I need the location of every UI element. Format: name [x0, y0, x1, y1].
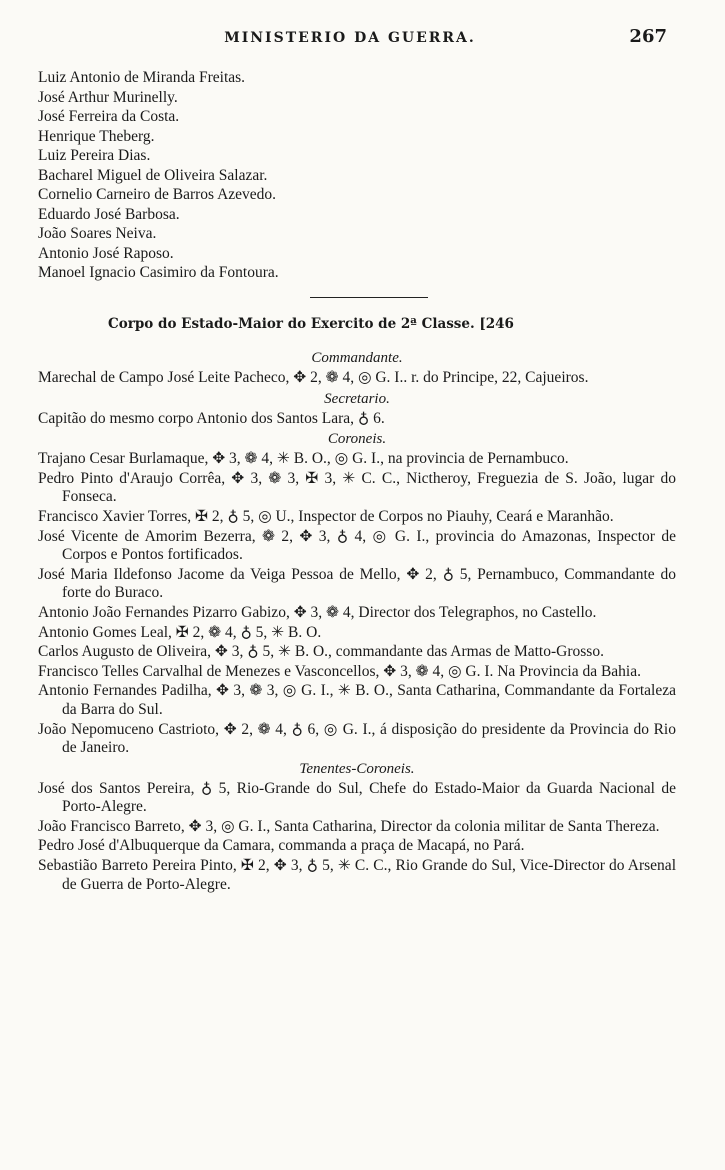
tenente-coronel-entry: José dos Santos Pereira, ♁ 5, Rio-Grande do Sul, Chefe do Estado-Maior da Guarda Nacional de Porto-Alegre.: [38, 779, 676, 816]
tenente-coronel-entry: João Francisco Barreto, ✥ 3, ◎ G. I., Santa Catharina, Director da colonia militar de Santa Thereza.: [38, 817, 660, 835]
section-divider: [310, 297, 428, 298]
list-item: Antonio José Raposo.: [38, 244, 174, 262]
coronel-entry: Antonio Gomes Leal, ✠ 2, ❁ 4, ♁ 5, ✳ B. O.: [38, 623, 322, 641]
secretario-entry: Capitão do mesmo corpo Antonio dos Santos Lara, ♁ 6.: [38, 409, 385, 427]
tenentes-coroneis-heading: Tenentes-Coroneis.: [299, 760, 415, 777]
tenente-coronel-entry: Pedro José d'Albuquerque da Camara, commanda a praça de Macapá, no Pará.: [38, 837, 525, 855]
coronel-entry: João Nepomuceno Castrioto, ✥ 2, ❁ 4, ♁ 6, ◎ G. I., á disposição do presidente da Provincia do Rio de Janeiro.: [38, 720, 676, 757]
list-item: Manoel Ignacio Casimiro da Fontoura.: [38, 264, 279, 281]
page-number: 267: [629, 26, 667, 47]
list-item: José Ferreira da Costa.: [38, 108, 180, 125]
coronel-entry: Trajano Cesar Burlamaque, ✥ 3, ❁ 4, ✳ B. O., ◎ G. I., na provincia de Pernambuco.: [38, 450, 569, 468]
coronel-entry: Antonio João Fernandes Pizarro Gabizo, ✥ 3, ❁ 4, Director dos Telegraphos, no Castello.: [38, 603, 597, 621]
secretario-heading: Secretario.: [324, 390, 390, 407]
names-list: [38, 68, 638, 283]
coronel-entry: Carlos Augusto de Oliveira, ✥ 3, ♁ 5, ✳ B. O., commandante das Armas de Matto-Grosso.: [38, 643, 604, 661]
commandante-heading: Commandante.: [311, 350, 403, 366]
coronel-entry: Francisco Telles Carvalhal de Menezes e Vasconcellos, ✥ 3, ❁ 4, ◎ G. I. Na Provincia da Bahia.: [38, 662, 641, 680]
list-item: João Soares Neiva.: [38, 225, 157, 242]
commandante-entry: Marechal de Campo José Leite Pacheco, ✥ 2, ❁ 4, ◎ G. I.. r. do Principe, 22, Cajueiros.: [38, 369, 589, 386]
section-body: [38, 347, 676, 895]
tenente-coronel-entry: Sebastião Barreto Pereira Pinto, ✠ 2, ✥ 3, ♁ 5, ✳ C. C., Rio Grande do Sul, Vice-Director do Arsenal de Guerra de Porto-Alegre.: [38, 857, 676, 893]
list-item: Cornelio Carneiro de Barros Azevedo.: [38, 186, 277, 203]
list-item: Eduardo José Barbosa.: [38, 205, 180, 223]
running-title: MINISTERIO DA GUERRA.: [224, 30, 476, 46]
coroneis-heading: Coroneis.: [327, 431, 387, 448]
coronel-entry: Francisco Xavier Torres, ✠ 2, ♁ 5, ◎ U., Inspector de Corpos no Piauhy, Ceará e Maranhão.: [38, 507, 614, 525]
coronel-entry: José Vicente de Amorim Bezerra, ❁ 2, ✥ 3, ♁ 4, ◎ G. I., provincia do Amazonas, Inspector de Corpos e Pontos fortificados.: [38, 527, 676, 564]
list-item: José Arthur Murinelly.: [38, 88, 178, 106]
list-item: Luiz Antonio de Miranda Freitas.: [38, 69, 246, 86]
list-item: Henrique Theberg.: [38, 127, 155, 145]
list-item: Bacharel Miguel de Oliveira Salazar.: [38, 166, 268, 184]
coronel-entry: José Maria Ildefonso Jacome da Veiga Pessoa de Mello, ✥ 2, ♁ 5, Pernambuco, Commandante do forte do Buraco.: [38, 565, 676, 602]
section-title: Corpo do Estado-Maior do Exercito de 2ª Classe. [246: [108, 316, 514, 332]
coronel-entry: Antonio Fernandes Padilha, ✥ 3, ❁ 3, ◎ G. I., ✳ B. O., Santa Catharina, Commandante da Fortaleza da Barra do Sul.: [38, 682, 676, 718]
coronel-entry: Pedro Pinto d'Araujo Corrêa, ✥ 3, ❁ 3, ✠ 3, ✳ C. C., Nictheroy, Freguezia de S. João, lugar do Fonseca.: [38, 469, 676, 506]
list-item: Luiz Pereira Dias.: [38, 147, 151, 164]
